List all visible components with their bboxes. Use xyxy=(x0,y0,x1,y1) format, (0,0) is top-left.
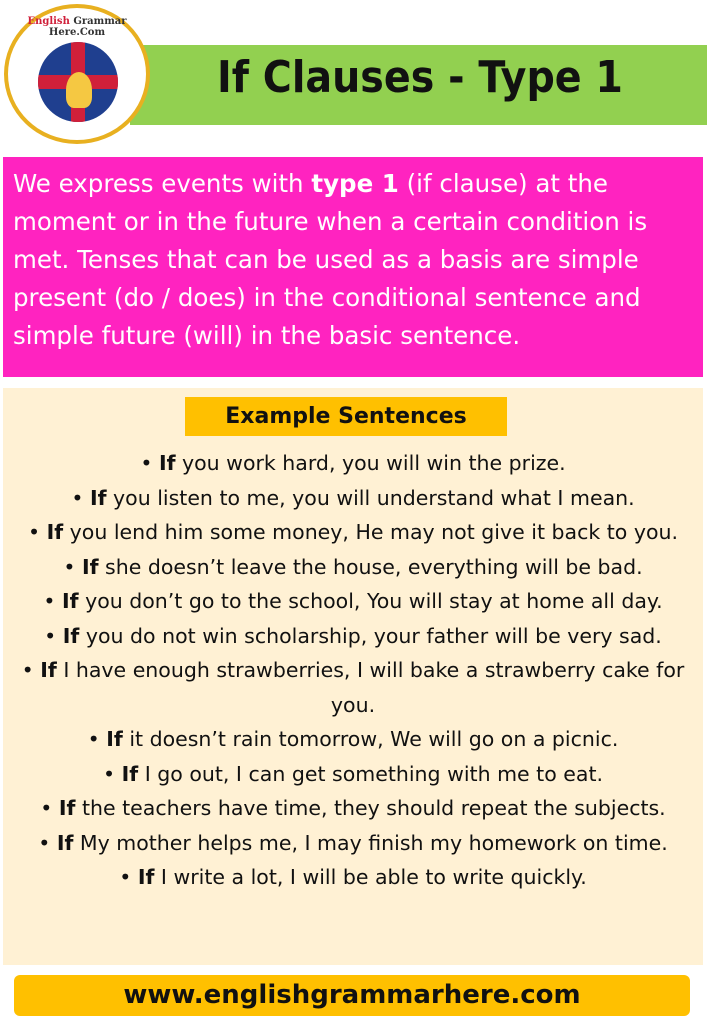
if-keyword: If xyxy=(46,520,64,544)
sentence-text: I write a lot, I will be able to write quickly. xyxy=(154,865,587,889)
if-keyword: If xyxy=(121,761,139,786)
sentence-text: you listen to me, you will understand what I mean. xyxy=(106,485,635,510)
sentence-text: she doesn’t leave the house, everything will be bad. xyxy=(98,554,643,579)
logo-text: English Grammar Here.Com xyxy=(27,16,127,38)
if-keyword: If xyxy=(158,451,176,475)
example-sentence xyxy=(13,550,693,585)
example-sentence xyxy=(13,619,693,654)
bullet-icon: • xyxy=(44,623,57,648)
sentence-text: you don’t go to the school, You will stay at home all day. xyxy=(78,589,663,613)
bullet-icon: • xyxy=(140,451,153,475)
if-keyword: If xyxy=(58,796,76,820)
bullet-icon: • xyxy=(21,658,34,682)
flag-icon xyxy=(38,42,118,122)
example-sentence xyxy=(13,826,693,861)
example-sentence xyxy=(13,653,693,722)
website-url: www.englishgrammarhere.com xyxy=(14,975,690,1016)
if-keyword: If xyxy=(106,727,123,751)
if-keyword: If xyxy=(62,623,80,648)
example-list xyxy=(13,446,693,895)
bullet-icon: • xyxy=(71,485,84,510)
sentence-text: you do not win scholarship, your father will be very sad. xyxy=(79,623,662,648)
sentence-text: I have enough strawberries, I will bake a strawberry cake for you. xyxy=(56,658,685,717)
bullet-icon: • xyxy=(63,554,76,579)
if-keyword: If xyxy=(89,485,107,510)
page-title: If Clauses - Type 1 xyxy=(217,52,623,103)
bullet-icon: • xyxy=(119,865,132,889)
description-box: We express events with type 1 (if clause) at the moment or in the future when a certain condition is met. Tenses that can be used as a basis are simple present (do / does) in the conditional sentence and simple future (will) in the basic sentence. xyxy=(3,157,703,377)
bullet-icon: • xyxy=(40,796,53,820)
lightbulb-icon xyxy=(66,72,92,108)
if-keyword: If xyxy=(56,830,74,855)
if-keyword: If xyxy=(62,589,79,613)
sentence-text: it doesn’t rain tomorrow, We will go on a picnic. xyxy=(122,727,619,751)
sentence-text: you lend him some money, He may not give it back to you. xyxy=(63,520,679,544)
sentence-text: you work hard, you will win the prize. xyxy=(175,451,566,475)
example-sentence xyxy=(13,584,693,619)
bullet-icon: • xyxy=(43,589,56,613)
example-sentence xyxy=(13,757,693,792)
example-sentence xyxy=(13,446,693,481)
sentence-text: I go out, I can get something with me to eat. xyxy=(138,761,603,786)
bullet-icon: • xyxy=(38,830,51,855)
bullet-icon: • xyxy=(27,520,41,544)
examples-heading: Example Sentences xyxy=(185,397,507,436)
example-sentence xyxy=(13,722,693,757)
bullet-icon: • xyxy=(103,761,116,786)
sentence-text: the teachers have time, they should repeat the subjects. xyxy=(75,796,666,820)
example-sentence xyxy=(13,791,693,826)
example-sentence xyxy=(13,515,693,550)
site-logo xyxy=(4,4,150,144)
example-sentence xyxy=(13,860,693,895)
examples-section xyxy=(3,388,703,965)
bullet-icon: • xyxy=(87,727,100,751)
if-keyword: If xyxy=(40,658,57,682)
if-keyword: If xyxy=(81,554,99,579)
if-keyword: If xyxy=(137,865,155,889)
sentence-text: My mother helps me, I may finish my homework on time. xyxy=(73,830,668,855)
example-sentence xyxy=(13,481,693,516)
